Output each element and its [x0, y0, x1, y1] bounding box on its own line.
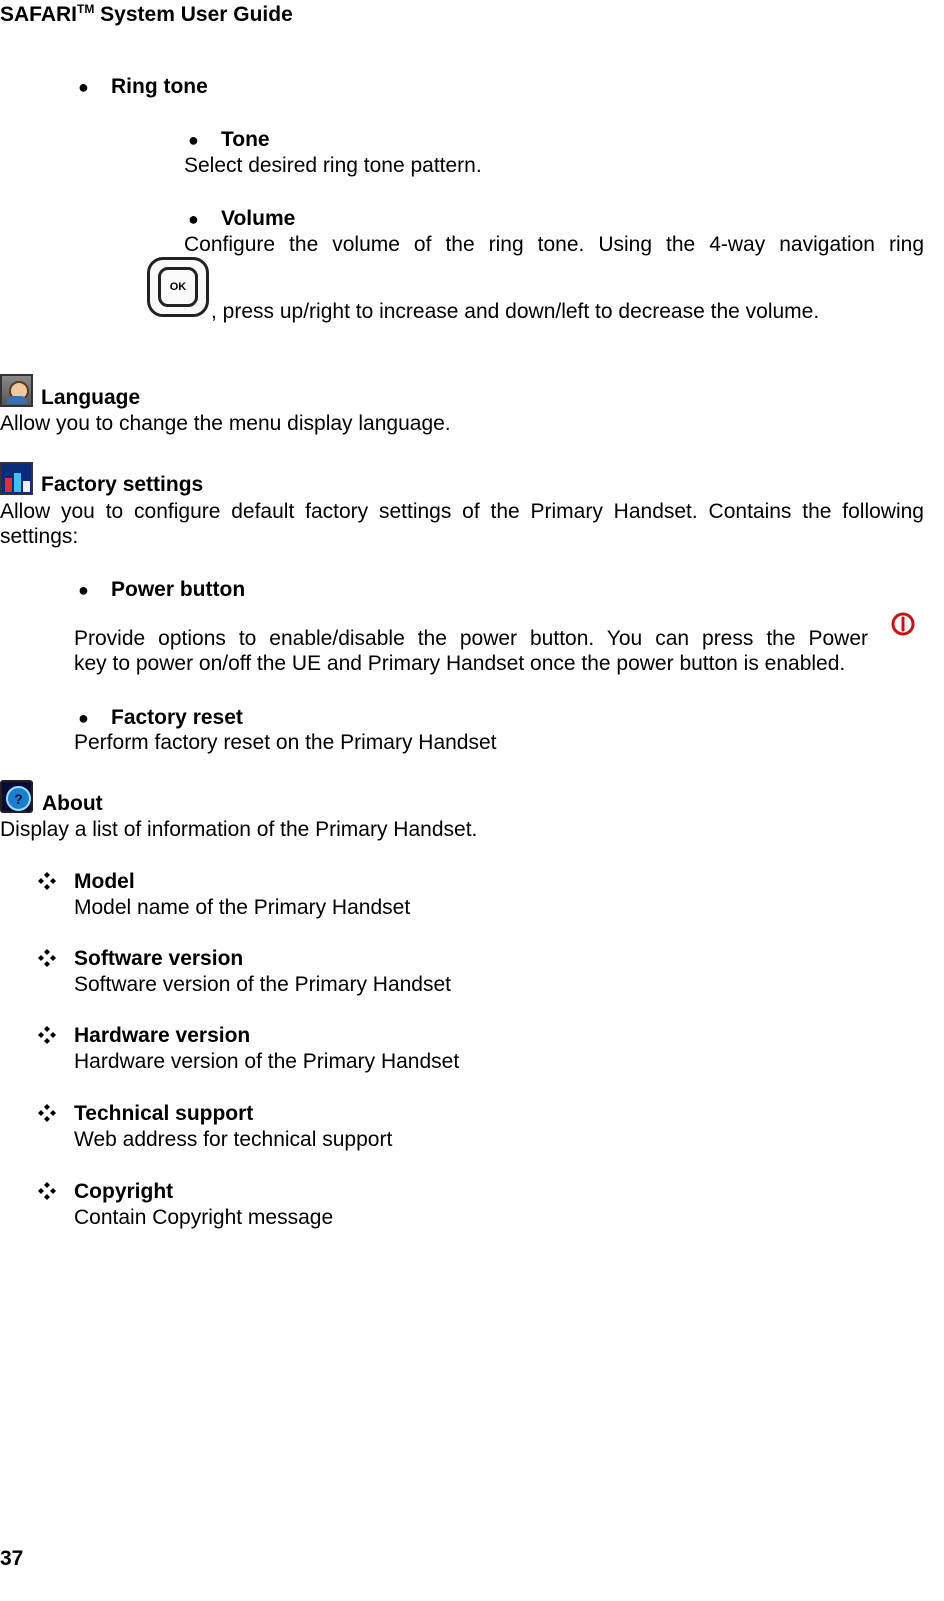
diamond-bullet-icon: [38, 1026, 56, 1044]
power-button-title: Power button: [111, 578, 246, 601]
header-title-suffix: System User Guide: [94, 3, 293, 26]
page-header: [0, 2, 293, 28]
bullet-dot-icon: ●: [78, 708, 89, 728]
bullet-dot-icon: ●: [78, 580, 89, 600]
bullet-dot-icon: ●: [78, 77, 89, 97]
ring-tone-heading: Ring tone: [111, 75, 208, 98]
about-item-title: Copyright: [74, 1180, 174, 1203]
diamond-bullet-icon: [38, 1104, 56, 1122]
tone-title: Tone: [221, 128, 270, 151]
factory-reset-title: Factory reset: [111, 706, 243, 729]
language-description: Allow you to change the menu display language.: [0, 412, 451, 435]
diamond-bullet-icon: [38, 949, 56, 967]
header-title-prefix: SAFARI: [0, 3, 78, 26]
bullet-dot-icon: ●: [188, 130, 199, 150]
factory-settings-description-line1: Allow you to configure default factory settings of the Primary Handset. Contains the following: [0, 500, 924, 523]
diamond-bullet-icon: [38, 872, 56, 890]
about-description: Display a list of information of the Primary Handset.: [0, 818, 478, 841]
about-title: About: [42, 792, 103, 815]
about-item-title: Software version: [74, 947, 244, 970]
about-item-description: Hardware version of the Primary Handset: [74, 1050, 460, 1073]
volume-description-line2: , press up/right to increase and down/left to decrease the volume.: [211, 300, 820, 323]
bullet-dot-icon: ●: [188, 209, 199, 229]
volume-title: Volume: [221, 207, 296, 230]
about-item-description: Software version of the Primary Handset: [74, 973, 451, 996]
factory-settings-icon: [0, 462, 33, 495]
volume-description-line1: Configure the volume of the ring tone. Using the 4-way navigation ring: [184, 233, 924, 256]
language-icon: [0, 374, 33, 407]
page-number: 37: [0, 1547, 24, 1570]
power-button-description-line2: key to power on/off the UE and Primary Handset once the power button is enabled.: [74, 652, 846, 675]
about-icon: ?: [0, 780, 33, 813]
ok-navigation-ring-icon: [147, 257, 209, 317]
factory-reset-description: Perform factory reset on the Primary Handset: [74, 731, 497, 754]
diamond-bullet-icon: [38, 1182, 56, 1200]
ok-label: OK: [169, 280, 187, 293]
power-icon: [889, 610, 917, 638]
power-button-description-line1: Provide options to enable/disable the power button. You can press the Power: [74, 627, 868, 650]
factory-settings-description-line2: settings:: [0, 525, 79, 548]
about-item-description: Web address for technical support: [74, 1128, 393, 1151]
about-item-title: Technical support: [74, 1102, 254, 1125]
about-item-description: Contain Copyright message: [74, 1206, 334, 1229]
about-item-title: Model: [74, 870, 135, 893]
factory-settings-title: Factory settings: [41, 473, 204, 496]
about-item-title: Hardware version: [74, 1024, 251, 1047]
tone-description: Select desired ring tone pattern.: [184, 154, 482, 177]
about-item-description: Model name of the Primary Handset: [74, 896, 411, 919]
header-trademark: TM: [77, 2, 95, 16]
language-title: Language: [41, 386, 141, 409]
